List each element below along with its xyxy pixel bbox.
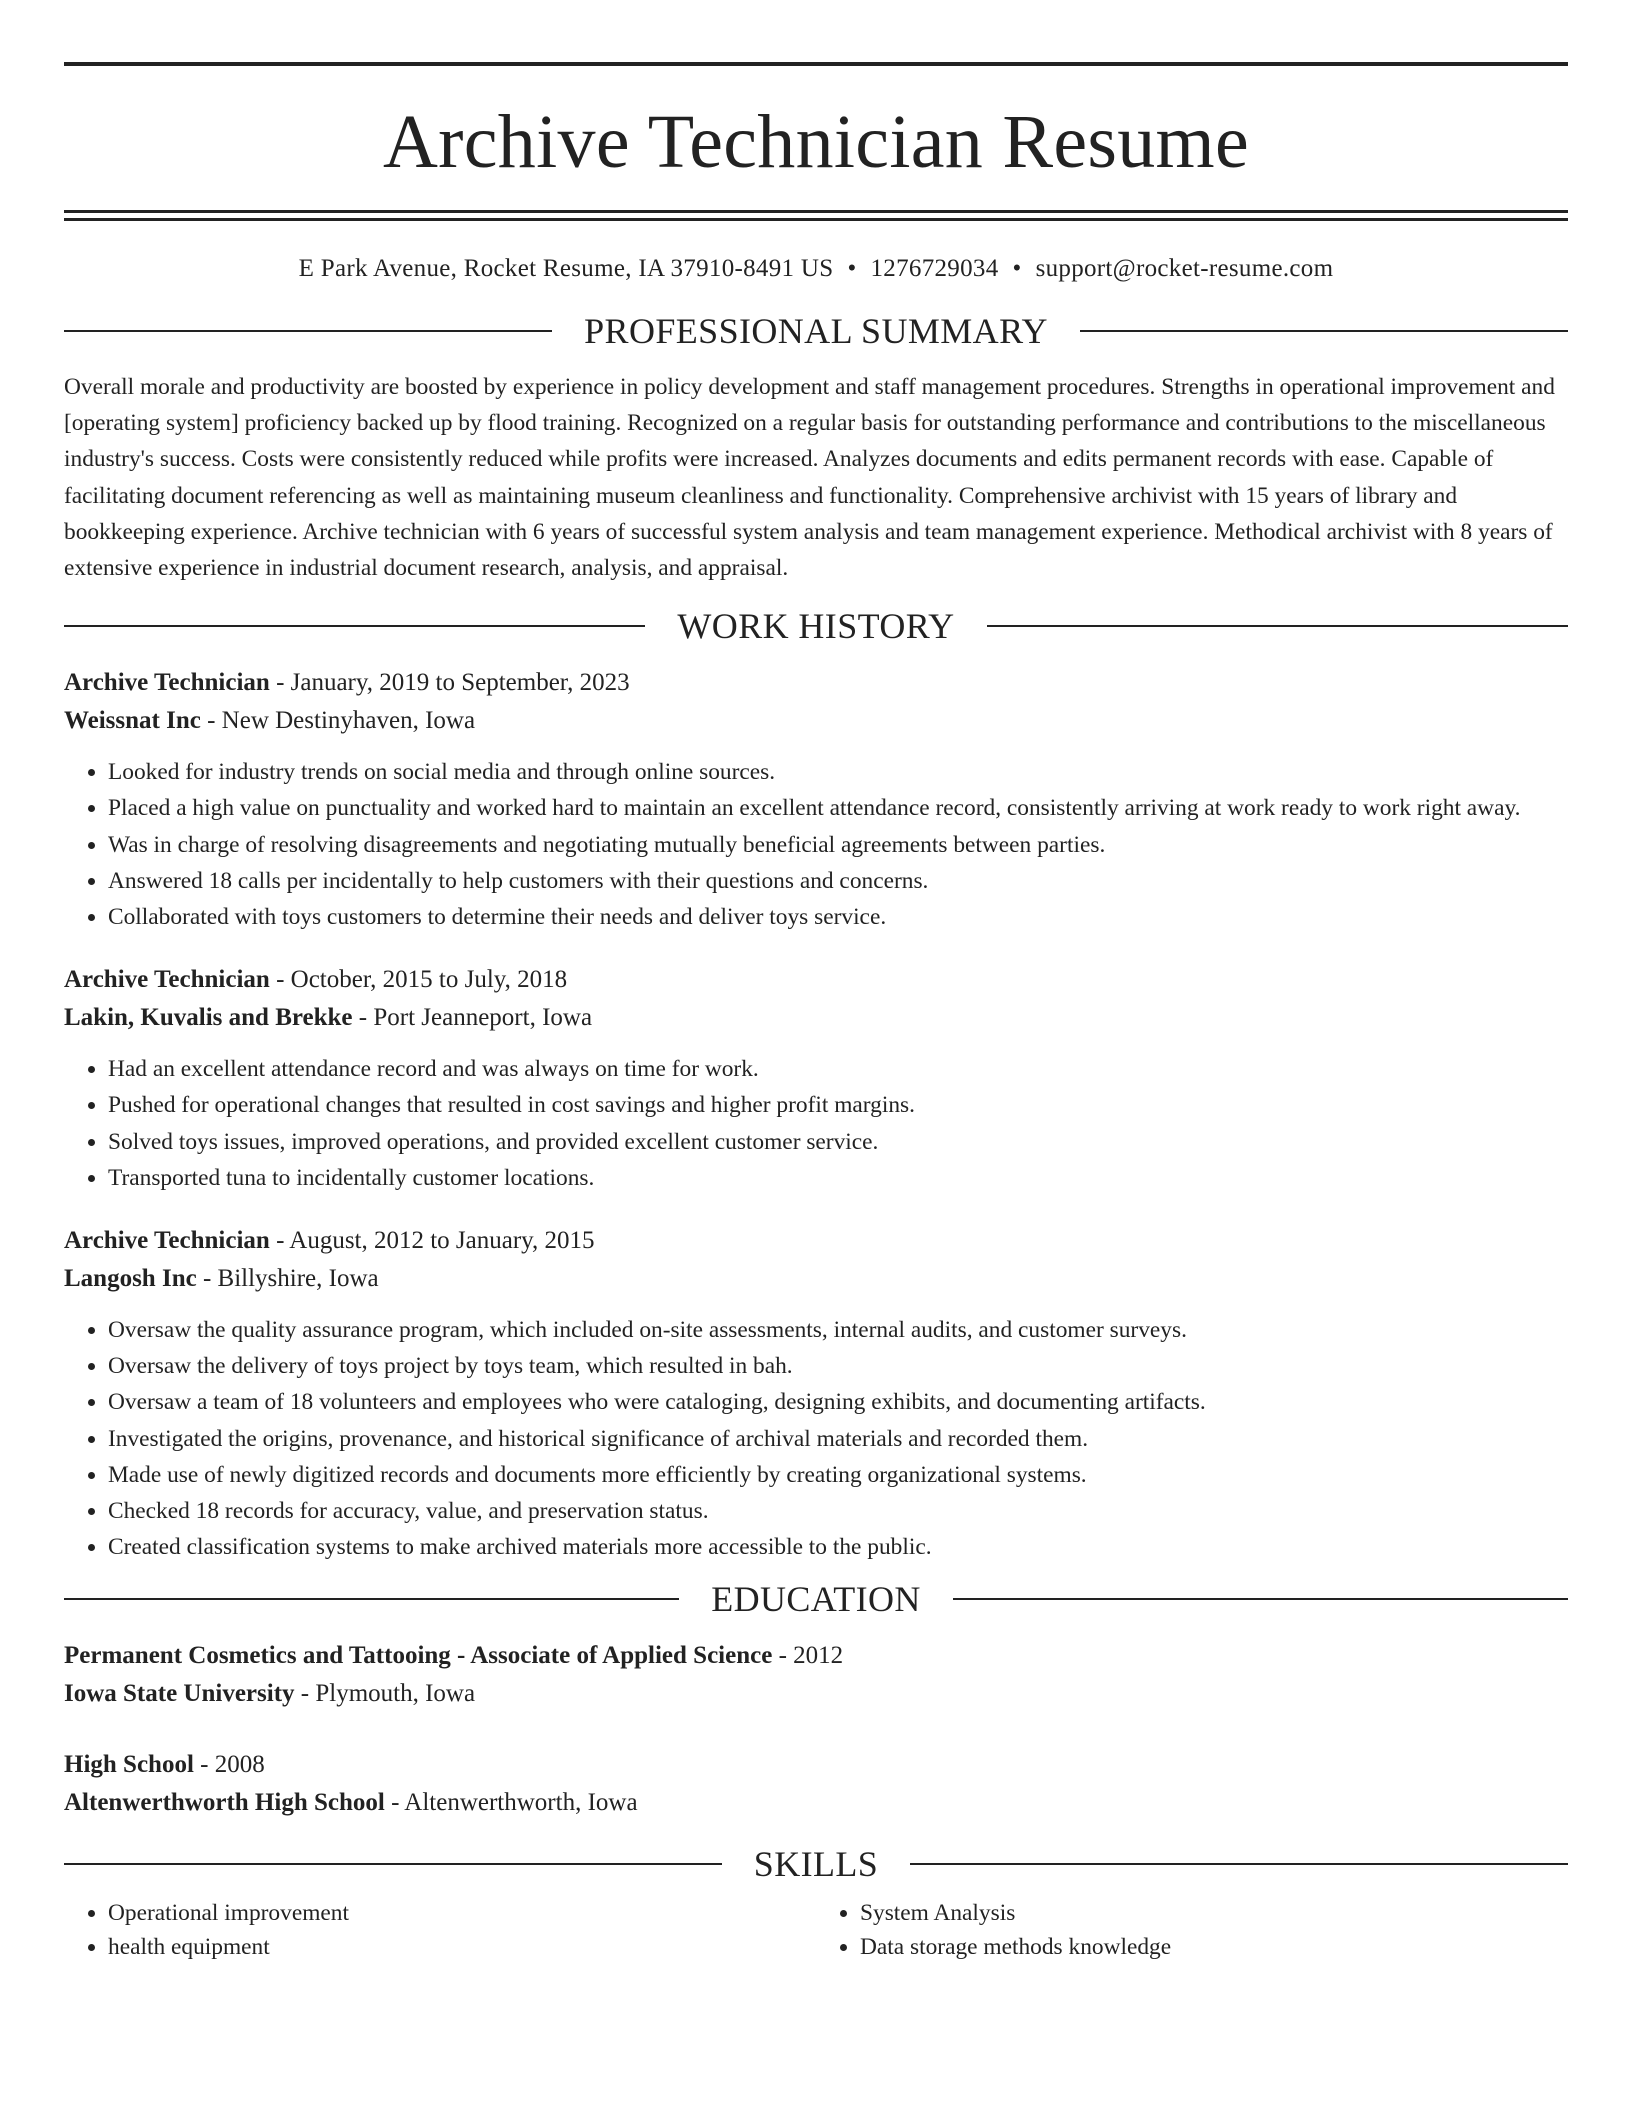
job-dates: - January, 2019 to September, 2023 (269, 669, 630, 697)
skill-item: • Data storage methods knowledge (860, 1930, 1568, 1964)
skills-left-column (64, 1896, 816, 1964)
education-section-heading (64, 1579, 1568, 1619)
degree-line (64, 1637, 1568, 1675)
job-location: - Port Jeanneport, Iowa (352, 1004, 593, 1032)
job-entry (64, 1222, 1568, 1565)
school-location: - Plymouth, Iowa (294, 1680, 476, 1708)
skills-section-heading (64, 1844, 1568, 1884)
heading-rule-left (64, 1863, 722, 1865)
job-bullets (64, 754, 1568, 935)
job-company: Lakin, Kuvalis and Brekke (64, 1004, 353, 1032)
heading-rule-right (953, 1598, 1568, 1600)
heading-rule-left (64, 1598, 679, 1600)
education-entry (64, 1637, 1568, 1713)
list-item: • Had an excellent attendance record and was always on time for work. (108, 1051, 1568, 1087)
summary-paragraph: Overall morale and productivity are boosted by experience in policy development and staff management procedures. Strengths in operational improvement and [operating system] proficiency backed up by flood training. Recognized on a regular basis for outstanding performance and contributions to the miscellaneous industry's success. Costs were consistently reduced while profits were increased. Analyzes documents and edits permanent records with ease. Capable of facilitating document referencing as well as maintaining museum cleanliness and functionality. Comprehensive archivist with 15 years of library and bookkeeping experience. Archive technician with 6 years of successful system analysis and team management experience. Methodical archivist with 8 years of extensive experience in industrial document research, analysis, and appraisal. (64, 374, 1555, 582)
school-line (64, 1784, 1568, 1822)
heading-rule-right (1080, 330, 1568, 332)
degree-line (64, 1746, 1568, 1784)
job-company: Weissnat Inc (64, 707, 201, 735)
job-dates: - August, 2012 to January, 2015 (269, 1227, 595, 1255)
heading-rule-left (64, 625, 645, 627)
degree-year: - 2008 (193, 1751, 265, 1779)
job-company: Langosh Inc (64, 1265, 197, 1293)
heading-rule-left (64, 330, 552, 332)
school-location: - Altenwerthworth, Iowa (384, 1789, 638, 1817)
contact-separator: • (847, 255, 857, 282)
contact-line (64, 255, 1568, 283)
job-title-line (64, 664, 1568, 702)
school-name: Altenwerthworth High School (64, 1789, 385, 1817)
top-rule (64, 62, 1568, 66)
summary-section-heading (64, 311, 1568, 351)
list-item: • Created classification systems to make archived materials more accessible to the public. (108, 1529, 1568, 1565)
work-section-heading (64, 606, 1568, 646)
contact-address: E Park Avenue, Rocket Resume, IA 37910-8491 US (298, 255, 834, 282)
job-title-line (64, 961, 1568, 999)
title-double-rule (64, 210, 1568, 221)
job-company-line (64, 1260, 1568, 1298)
list-item: • Investigated the origins, provenance, and historical significance of archival materials and recorded them. (108, 1421, 1568, 1457)
job-title: Archive Technician (64, 669, 270, 697)
job-location: - Billyshire, Iowa (196, 1265, 379, 1293)
job-title: Archive Technician (64, 1227, 270, 1255)
degree-name: Permanent Cosmetics and Tattooing - Associate of Applied Science (64, 1642, 773, 1670)
list-item: • Oversaw a team of 18 volunteers and employees who were cataloging, designing exhibits, and documenting artifacts. (108, 1384, 1568, 1420)
contact-phone: 1276729034 (870, 255, 999, 282)
job-company-line (64, 702, 1568, 740)
job-entry (64, 664, 1568, 935)
degree-name: High School (64, 1751, 194, 1779)
degree-year: - 2012 (772, 1642, 844, 1670)
list-item: • Looked for industry trends on social media and through online sources. (108, 754, 1568, 790)
list-item: • Answered 18 calls per incidentally to help customers with their questions and concerns. (108, 863, 1568, 899)
job-location: - New Destinyhaven, Iowa (200, 707, 476, 735)
education-heading-label: EDUCATION (711, 1579, 921, 1620)
list-item: • Was in charge of resolving disagreements and negotiating mutually beneficial agreements between parties. (108, 827, 1568, 863)
job-bullets (64, 1051, 1568, 1196)
skill-item: • Operational improvement (108, 1896, 816, 1930)
list-item: • Oversaw the quality assurance program, which included on-site assessments, internal audits, and customer surveys. (108, 1312, 1568, 1348)
list-item: • Transported tuna to incidentally customer locations. (108, 1160, 1568, 1196)
job-company-line (64, 999, 1568, 1037)
education-entry (64, 1746, 1568, 1822)
list-item: • Collaborated with toys customers to determine their needs and deliver toys service. (108, 899, 1568, 935)
work-heading-label: WORK HISTORY (677, 606, 955, 647)
list-item: • Oversaw the delivery of toys project by toys team, which resulted in bah. (108, 1348, 1568, 1384)
summary-heading-label: PROFESSIONAL SUMMARY (584, 311, 1048, 351)
list-item: • Made use of newly digitized records and documents more efficiently by creating organizational systems. (108, 1457, 1568, 1493)
heading-rule-right (987, 625, 1568, 627)
list-item: • Placed a high value on punctuality and worked hard to maintain an excellent attendance record, consistently arriving at work ready to work right away. (108, 790, 1568, 826)
skill-item: • health equipment (108, 1930, 816, 1964)
school-name: Iowa State University (64, 1680, 295, 1708)
skill-item: • System Analysis (860, 1896, 1568, 1930)
job-title-line (64, 1222, 1568, 1260)
job-bullets (64, 1312, 1568, 1565)
school-line (64, 1675, 1568, 1713)
contact-separator: • (1012, 255, 1022, 282)
resume-title: Archive Technician Resume (382, 100, 1250, 184)
list-item: • Pushed for operational changes that resulted in cost savings and higher profit margins. (108, 1087, 1568, 1123)
job-dates: - October, 2015 to July, 2018 (269, 966, 568, 994)
job-entry (64, 961, 1568, 1196)
list-item: • Checked 18 records for accuracy, value, and preservation status. (108, 1493, 1568, 1529)
contact-email: support@rocket-resume.com (1035, 255, 1334, 282)
list-item: • Solved toys issues, improved operations, and provided excellent customer service. (108, 1124, 1568, 1160)
heading-rule-right (910, 1863, 1568, 1865)
resume-page (64, 62, 1568, 1964)
skills-heading-label: SKILLS (753, 1844, 879, 1885)
skills-right-column (816, 1896, 1568, 1964)
skills-columns (64, 1896, 1568, 1964)
job-title: Archive Technician (64, 966, 270, 994)
